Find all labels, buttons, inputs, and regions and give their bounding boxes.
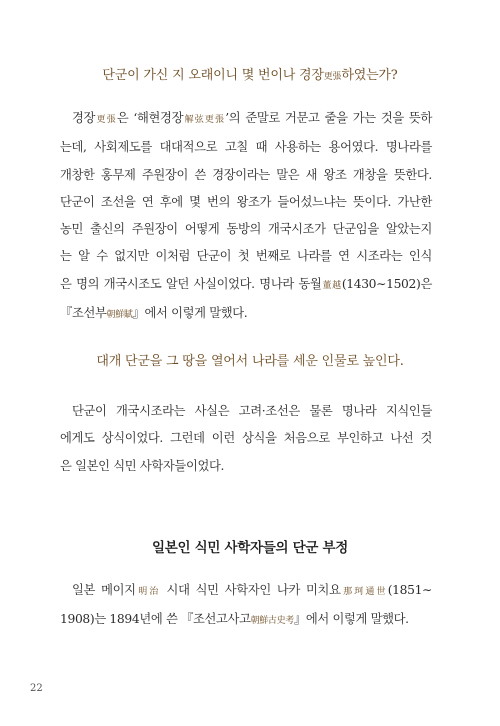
text-line	[60, 216, 432, 243]
text-run: (1430∼1502)은	[341, 276, 432, 291]
text-run: 단군이 조선을 연 후에 몇 번의 왕조가 들어섰느냐는 뜻이다. 가난한	[60, 194, 432, 209]
text-line	[60, 105, 432, 134]
text-run: 은 명의 개국시조도 알던 사실이었다. 명나라 동월	[60, 276, 322, 291]
text-run: ’의 준말로 거문고 줄을 가는 것을 뜻하	[225, 111, 432, 125]
hanja-annotation: 更張	[323, 72, 342, 82]
text-run: 는데, 사회제도를 대대적으로 고칠 때 사용하는 용어였다. 명나라를	[60, 140, 432, 155]
text-run: 단군이 개국시조라는 사실은 고려·조선은 물론 명나라 지식인들	[72, 404, 432, 418]
text-run: 』에서 이렇게 말했다.	[132, 306, 248, 321]
text-run: 1908)는 1894년에 쓴 『조선고사고	[60, 612, 251, 627]
text-line	[60, 271, 432, 300]
quote-text: 대개 단군을 그 땅을 열어서 나라를 세운 인물로 높인다.	[96, 354, 404, 369]
text-run: 시대 식민 사학자인 나카 미치요	[160, 583, 341, 597]
text-line	[60, 606, 432, 635]
text-run: 은 일본인 식민 사학자들이었다.	[60, 458, 225, 473]
text-run: 농민 출신의 주원장이 어떻게 동방의 개국시조가 단군임을 알았는지	[60, 222, 432, 237]
text-line	[60, 134, 432, 161]
page-number: 22	[30, 683, 43, 694]
hanja-annotation: 董越	[321, 280, 342, 291]
text-run: (1851∼	[387, 583, 432, 597]
text-run: 에게도 상식이었다. 그런데 이런 상식을 처음으로 부인하고 나선 것	[60, 431, 432, 446]
paragraph-gyeongjang	[60, 105, 432, 329]
quote-dangun-gyeongjang	[0, 64, 500, 83]
hanja-annotation: 明治	[135, 587, 161, 597]
text-line	[60, 577, 432, 606]
text-line	[60, 189, 432, 216]
quote-text-b: 하였는가?	[341, 68, 398, 83]
hanja-annotation: 朝鮮賦	[106, 310, 133, 321]
quote-text-a: 단군이 가신 지 오래이니 몇 번이나 경장	[102, 68, 324, 83]
hanja-annotation: 更張	[95, 115, 117, 125]
text-run: 』에서 이렇게 말했다.	[293, 612, 409, 627]
text-line	[60, 300, 432, 329]
text-run: 는 알 수 없지만 이처럼 단군이 첫 번째로 나라를 연 시조라는 인식	[60, 249, 432, 264]
text-line	[60, 453, 432, 480]
text-line	[60, 398, 432, 425]
quote-dangun-founder	[0, 350, 500, 369]
hanja-annotation: 朝鮮古史考	[250, 616, 294, 627]
hanja-annotation: 那珂通世	[340, 587, 388, 597]
text-run: 일본 메이지	[72, 583, 136, 597]
text-run: 개창한 홍무제 주원장이 쓴 경장이라는 말은 새 왕조 개창을 뜻한다.	[60, 167, 432, 182]
text-line	[60, 162, 432, 189]
text-run: 경장	[72, 111, 96, 125]
hanja-annotation: 解弦更張	[183, 115, 226, 125]
text-line	[60, 425, 432, 452]
text-run: 은 ‘해현경장	[116, 111, 184, 125]
text-run: 『조선부	[60, 306, 107, 321]
section-heading: 일본인 식민 사학자들의 단군 부정	[152, 540, 348, 556]
text-line	[60, 243, 432, 270]
paragraph-common-knowledge	[60, 398, 432, 480]
paragraph-naka-michiyo	[60, 577, 432, 636]
